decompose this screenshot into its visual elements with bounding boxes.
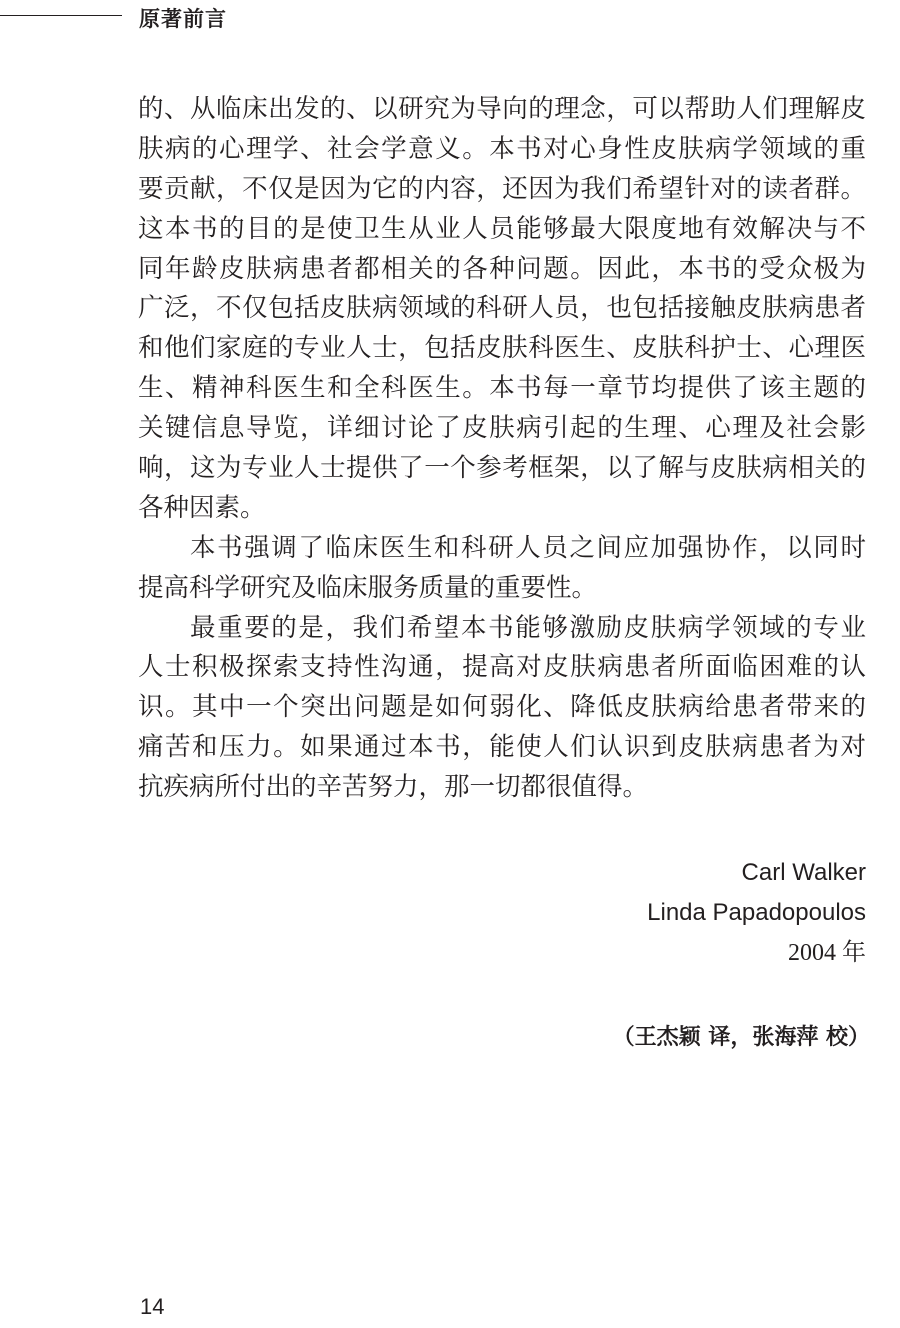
- paragraph-1: [138, 90, 866, 529]
- author-name: Linda Papadopoulos: [647, 899, 866, 926]
- text-line: 这本书的目的是使卫生从业人员能够最大限度地有效解决与不: [138, 213, 866, 244]
- text-line: 最重要的是，我们希望本书能够激励皮肤病学领域的专业: [190, 612, 866, 643]
- text-line: 和他们家庭的专业人士，包括皮肤科医生、皮肤科护士、心理医: [138, 333, 866, 364]
- translator-credit: （王杰颖 译，张海萍 校）: [612, 1025, 870, 1050]
- paragraph-2: [138, 529, 866, 609]
- preface-year: 2004 年: [788, 940, 866, 966]
- text-line: 人士积极探索支持性沟通，提高对皮肤病患者所面临困难的认: [138, 652, 866, 683]
- text-line: 识。其中一个突出问题是如何弱化、降低皮肤病给患者带来的: [138, 692, 866, 723]
- text-line: 生、精神科医生和全科医生。本书每一章节均提供了该主题的: [138, 373, 866, 404]
- text-line: 广泛，不仅包括皮肤病领域的科研人员，也包括接触皮肤病患者: [138, 293, 866, 324]
- text-line: 同年龄皮肤病患者都相关的各种问题。因此，本书的受众极为: [138, 253, 866, 284]
- text-line: 痛苦和压力。如果通过本书，能使人们认识到皮肤病患者为对: [138, 732, 866, 763]
- text-line: 响，这为专业人士提供了一个参考框架，以了解与皮肤病相关的: [138, 453, 866, 484]
- running-header-title: 原著前言: [139, 7, 227, 31]
- page-number: 14: [140, 1294, 165, 1319]
- text-line: 要贡献，不仅是因为它的内容，还因为我们希望针对的读者群。: [138, 173, 866, 204]
- text-line: 肤病的心理学、社会学意义。本书对心身性皮肤病学领域的重: [138, 133, 866, 164]
- header-rule: [0, 15, 122, 16]
- preface-body: [138, 90, 866, 808]
- text-line: 关键信息导览，详细讨论了皮肤病引起的生理、心理及社会影: [138, 413, 866, 444]
- text-line: 的、从临床出发的、以研究为导向的理念，可以帮助人们理解皮: [138, 94, 866, 124]
- text-line: 提高科学研究及临床服务质量的重要性。: [138, 572, 598, 603]
- paragraph-3: [138, 609, 866, 808]
- author-name: Carl Walker: [741, 859, 866, 886]
- text-line: 抗疾病所付出的辛苦努力，那一切都很值得。: [138, 772, 649, 803]
- text-line: 各种因素。: [138, 492, 266, 523]
- text-line: 本书强调了临床医生和科研人员之间应加强协作，以同时: [190, 532, 866, 563]
